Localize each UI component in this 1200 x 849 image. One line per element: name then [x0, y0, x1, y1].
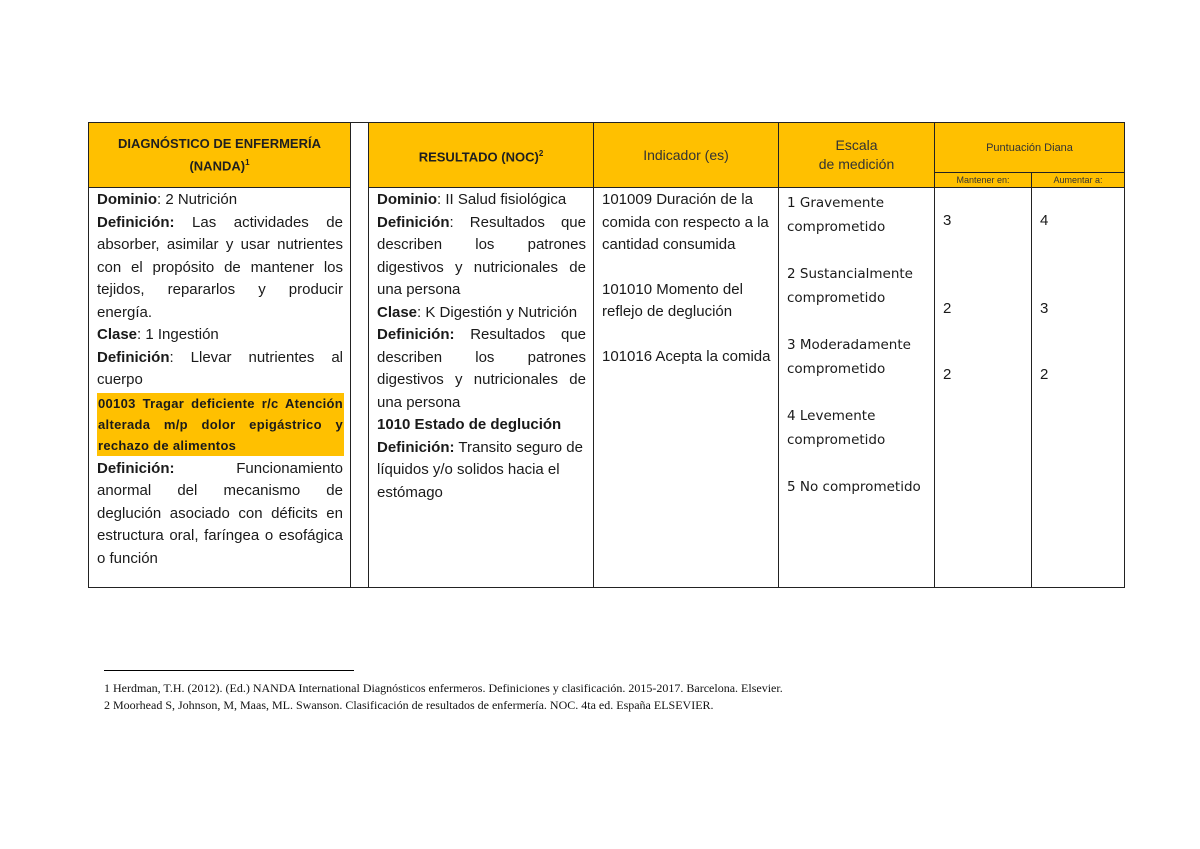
scale-item: 5 No comprometido: [787, 479, 921, 495]
increase-value: 2: [1040, 366, 1049, 383]
footnote-2: 2 Moorhead S, Johnson, M, Maas, ML. Swanson. Clasificación de resultados de enfermería. NOC. 4ta ed. España ELSEVIER.: [104, 698, 714, 712]
indicator-header: Indicador (es): [594, 123, 779, 188]
care-plan-table: [88, 122, 1125, 588]
nanda-class-value: : 1 Ingestión: [137, 326, 219, 343]
footnotes: [104, 680, 783, 714]
nanda-cell: [89, 188, 351, 588]
scale-header: [779, 123, 935, 188]
scale-header-line2: de medición: [818, 156, 895, 172]
nanda-header-text: DIAGNÓSTICO DE ENFERMERÍA (NANDA): [118, 136, 321, 174]
increase-value: 3: [1040, 300, 1049, 317]
maintain-value: 2: [943, 366, 952, 383]
scale-item: 2 Sustancialmente comprometido: [787, 266, 913, 306]
footnote-1: 1 Herdman, T.H. (2012). (Ed.) NANDA International Diagnósticos enfermeros. Definiciones y clasificación. 2015-2017. Barcelona. Elsevier.: [104, 681, 783, 695]
scale-item: 1 Gravemente comprometido: [787, 195, 886, 235]
increase-header: Aumentar a:: [1032, 173, 1125, 188]
maintain-value: 2: [943, 300, 952, 317]
noc-def3-label: Definición:: [377, 438, 455, 456]
noc-class: [377, 302, 586, 325]
nanda-diagnosis-highlight: 00103 Tragar deficiente r/c Atención alterada m/p dolor epigástrico y rechazo de alimentos: [97, 393, 344, 456]
noc-header: [369, 123, 594, 188]
nanda-def3-label: Definición:: [97, 459, 175, 477]
scale-item: 3 Moderadamente comprometido: [787, 337, 911, 377]
nanda-class-label: Clase: [97, 326, 138, 343]
noc-domain-label: Dominio: [377, 191, 437, 208]
noc-outcome: 1010 Estado de deglución: [377, 416, 562, 433]
scale-cell: [779, 188, 935, 588]
indicator-item: 101009 Duración de la comida con respecto a la cantidad consumida: [602, 191, 769, 253]
indicator-cell: [594, 188, 779, 588]
increase-value: 4: [1040, 212, 1049, 229]
increase-cell: [1032, 188, 1125, 588]
nanda-domain-label: Dominio: [97, 191, 157, 208]
maintain-value: 3: [943, 212, 952, 229]
target-score-header: Puntuación Diana: [935, 123, 1125, 173]
nanda-def1-label: Definición:: [97, 213, 175, 231]
nanda-def1-value: Las actividades de absorber, asimilar y usar nutrientes con el propósito de mantener los tejidos, repararlos y producir energía.: [97, 213, 343, 321]
nanda-def2-label: Definición: [97, 348, 170, 366]
nanda-definition-3: [97, 458, 343, 571]
nanda-def3-value: Funcionamiento anormal del mecanismo de deglución asociado con déficits en estructura oral, faríngea o esofágica o función: [97, 459, 343, 567]
noc-def3-value: Transito seguro de líquidos y/o solidos hacia el estómago: [377, 438, 583, 501]
noc-domain-value: : II Salud fisiológica: [437, 191, 567, 208]
noc-footnote-ref: 2: [538, 148, 544, 158]
maintain-header: Mantener en:: [935, 173, 1032, 188]
noc-definition-1: [377, 212, 586, 302]
noc-class-label: Clase: [377, 303, 418, 321]
spacer-column: [351, 123, 369, 588]
noc-definition-3: [377, 437, 586, 505]
nanda-header: [89, 123, 351, 188]
nanda-domain: [97, 189, 343, 212]
noc-class-value: : K Digestión y Nutrición: [417, 303, 578, 321]
nanda-definition-1: [97, 212, 343, 325]
nanda-footnote-ref: 1: [245, 158, 250, 168]
noc-def1-value: : Resultados que describen los patrones digestivos y nutricionales de una persona: [377, 213, 586, 298]
scale-item: 4 Levemente comprometido: [787, 408, 886, 448]
noc-domain: [377, 189, 586, 212]
noc-def1-label: Definición: [377, 213, 450, 231]
noc-definition-2: [377, 324, 586, 414]
noc-cell: [369, 188, 594, 588]
nanda-domain-value: : 2 Nutrición: [157, 191, 238, 208]
nanda-class: [97, 324, 343, 347]
footnote-separator: [104, 670, 354, 671]
indicator-item: 101016 Acepta la comida: [602, 347, 771, 365]
noc-def2-label: Definición:: [377, 326, 455, 343]
noc-header-text: RESULTADO (NOC): [418, 149, 539, 165]
indicator-item: 101010 Momento del reflejo de deglución: [602, 280, 743, 320]
nanda-definition-2: [97, 347, 343, 392]
nanda-def2-value: : Llevar nutrientes al cuerpo: [97, 348, 343, 388]
scale-header-line1: Escala: [835, 137, 878, 153]
maintain-cell: [935, 188, 1032, 588]
noc-def2-value: Resultados que describen los patrones digestivos y nutricionales de una persona: [377, 326, 586, 411]
